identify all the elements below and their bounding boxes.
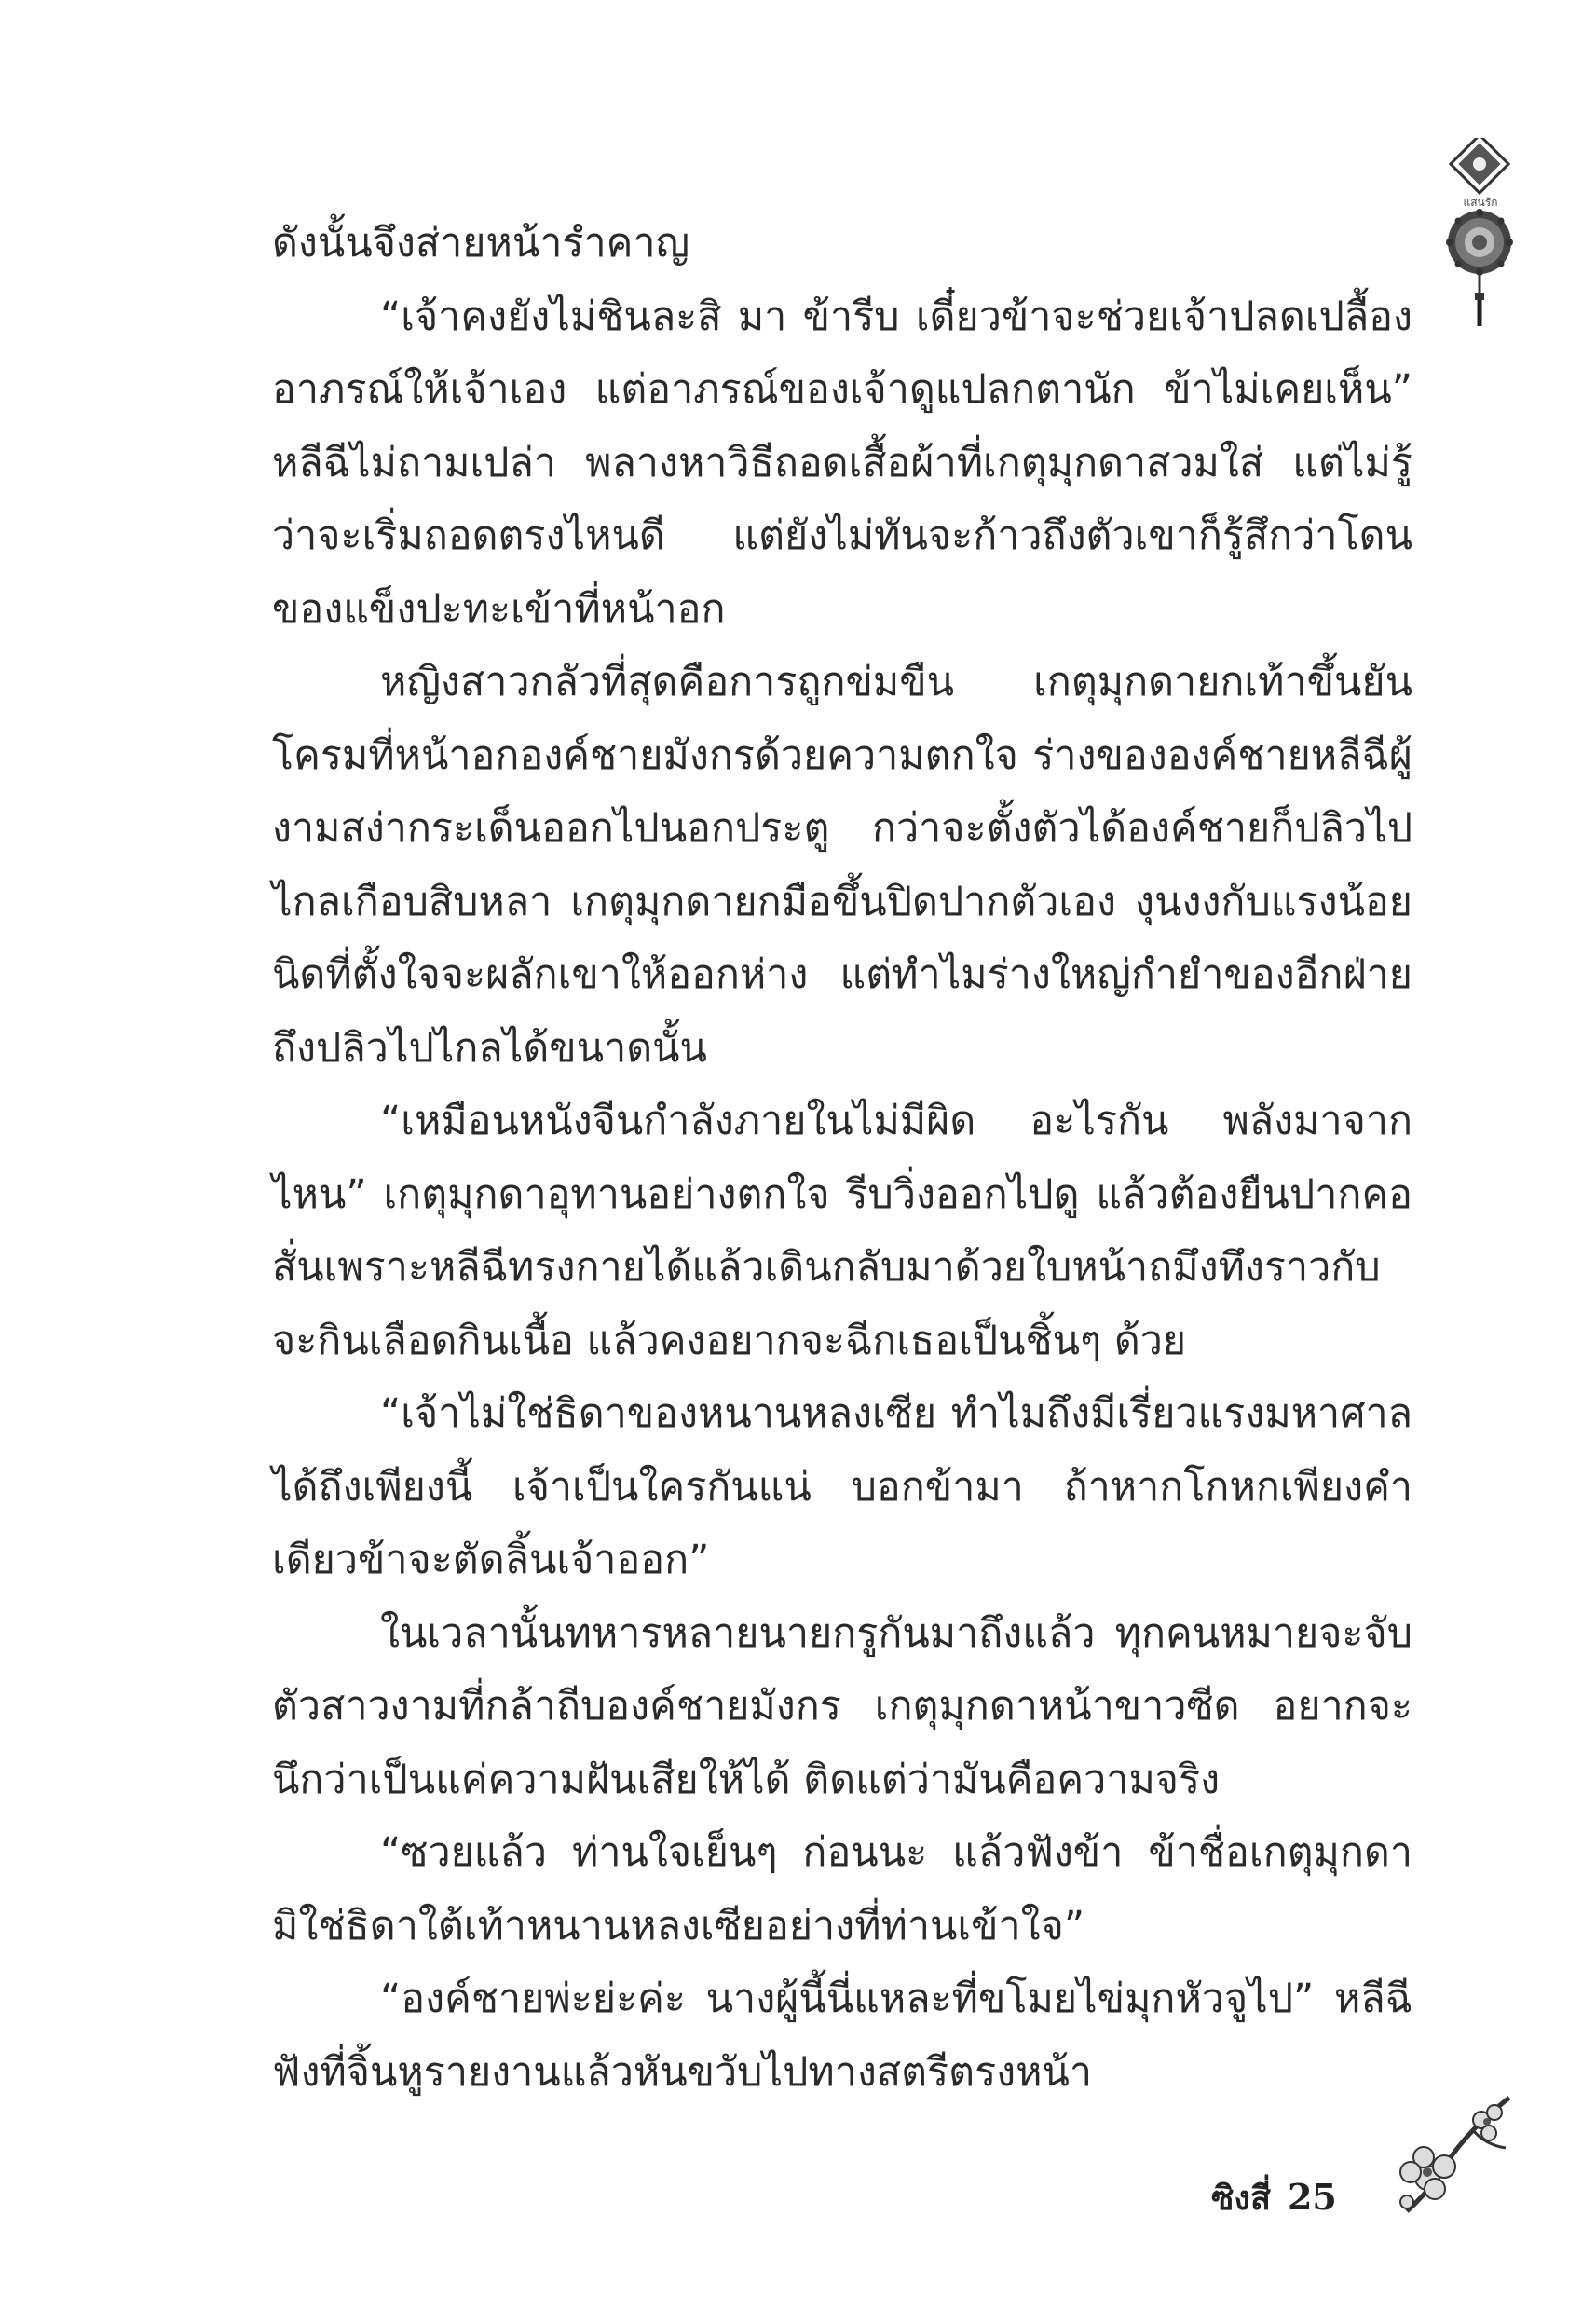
page-number: 25 [1287,2176,1337,2218]
paragraph: “เจ้าคงยังไม่ชินละสิ มา ข้ารีบ เดี๋ยวข้าจะช่วยเจ้าปลดเปลื้องอาภรณ์ให้เจ้าเอง แต่อาภรณ์ของเจ้าดูแปลกตานัก ข้าไม่เคยเห็น” หลีฉีไม่ถามเปล่า พลางหาวิธีถอดเสื้อผ้าที่เกตุมุกดาสวมใส่ แต่ไม่รู้ว่าจะเริ่มถอดตรงไหนดี แต่ยังไม่ทันจะก้าวถึงตัวเขาก็รู้สึกว่าโดนของแข็งปะทะเข้าที่หน้าอก [272,293,1412,633]
plum-blossom-branch-icon [1388,2092,1514,2218]
paragraph: “เหมือนหนังจีนกำลังภายในไม่มีผิด อะไรกัน พลังมาจากไหน” เกตุมุกดาอุทานอย่างตกใจ รีบวิ่งออกไปดู แล้วต้องยืนปากคอสั่นเพราะหลีฉีทรงกายได้แล้วเดินกลับมาด้วยใบหน้าถมึงทึงราวกับจะกินเลือดกินเนื้อ แล้วคงอยากจะฉีกเธอเป็นชิ้นๆ ด้วย [272,1098,1412,1364]
diamond-knot-emblem-icon [1442,138,1517,329]
paragraph: “เจ้าไม่ใช่ธิดาของหนานหลงเซีย ทำไมถึงมีเรี่ยวแรงมหาศาลได้ถึงเพียงนี้ เจ้าเป็นใครกันแน่ บอกข้ามา ถ้าหากโกหกเพียงคำเดียวข้าจะตัดลิ้นเจ้าออก” [272,1390,1412,1583]
paragraph: “ซวยแล้ว ท่านใจเย็นๆ ก่อนนะ แล้วฟังข้า ข้าชื่อเกตุมุกดา มิใช่ธิดาใต้เท้าหนานหลงเซียอย่างที่ท่านเข้าใจ” [272,1829,1412,1949]
paragraph: หญิงสาวกลัวที่สุดคือการถูกข่มขืน เกตุมุกดายกเท้าขึ้นยันโครมที่หน้าอกองค์ชายมังกรด้วยความตกใจ ร่างขององค์ชายหลีฉีผู้งามสง่ากระเด็นออกไปนอกประตู กว่าจะตั้งตัวได้องค์ชายก็ปลิวไปไกลเกือบสิบหลา เกตุมุกดายกมือขึ้นปิดปากตัวเอง งุนงงกับแรงน้อยนิดที่ตั้งใจจะผลักเขาให้ออกห่าง แต่ทำไมร่างใหญ่กำยำของอีกฝ่ายถึงปลิวไปไกลได้ขนาดนั้น [272,659,1412,1072]
book-title: ซิงสี่ [1211,2179,1271,2218]
page-footer [1211,2171,1337,2224]
paragraph: ในเวลานั้นทหารหลายนายกรูกันมาถึงแล้ว ทุกคนหมายจะจับตัวสาวงามที่กล้าถีบองค์ชายมังกร เกตุมุกดาหน้าขาวซีด อยากจะนึกว่าเป็นแค่ความฝันเสียให้ได้ ติดแต่ว่ามันคือความจริง [272,1609,1412,1803]
paragraph: ดังนั้นจึงส่ายหน้ารำคาญ [272,220,690,267]
body-text [272,207,1412,2109]
ornament-label: แสนรัก [1463,196,1498,209]
paragraph: “องค์ชายพ่ะย่ะค่ะ นางผู้นี้นี่แหละที่ขโมยไข่มุกหัวจูไป” หลีฉีฟังที่จิ้นหูรายงานแล้วหันขวับไปทางสตรีตรงหน้า [272,1976,1412,2096]
